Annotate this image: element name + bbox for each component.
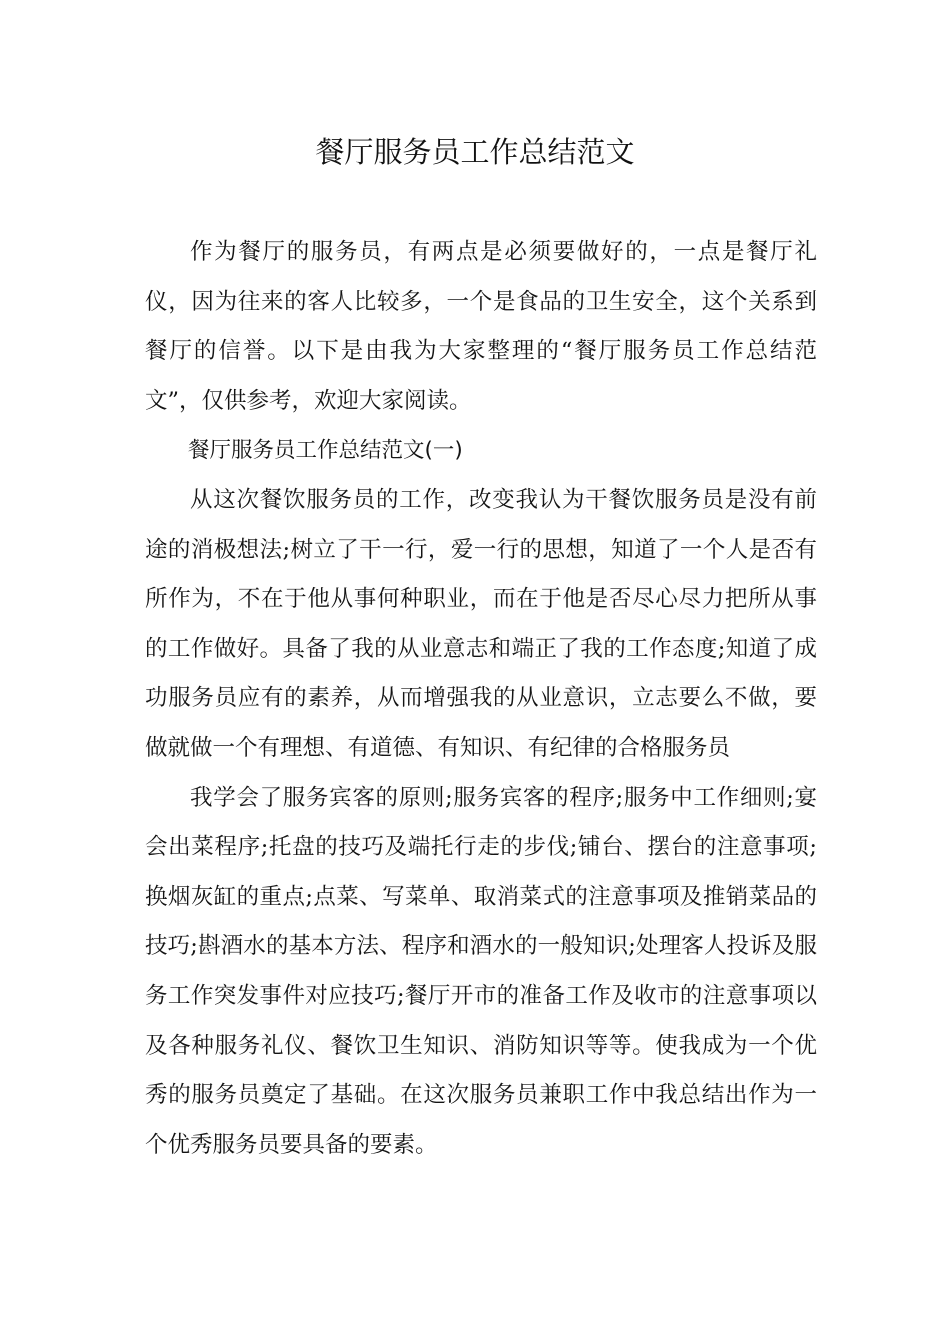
document-body: [145, 228, 817, 1170]
intro-paragraph: 作为餐厅的服务员，有两点是必须要做好的，一点是餐厅礼仪，因为往来的客人比较多，一个是食品的卫生安全，这个关系到餐厅的信誉。以下是由我为大家整理的“餐厅服务员工作总结范文”，仅供参考，欢迎大家阅读。: [145, 239, 817, 414]
document-title: 餐厅服务员工作总结范文: [315, 135, 635, 169]
body-paragraph: 从这次餐饮服务员的工作，改变我认为干餐饮服务员是没有前途的消极想法;树立了干一行，爱一行的思想，知道了一个人是否有所作为，不在于他从事何种职业，而在于他是否尽心尽力把所从事的工作做好。具备了我的从业意志和端正了我的工作态度;知道了成功服务员应有的素养，从而增强我的从业意识，立志要么不做，要做就做一个有理想、有道德、有知识、有纪律的合格服务员: [145, 486, 817, 761]
section-heading: 餐厅服务员工作总结范文(一): [188, 438, 463, 464]
body-paragraph: 我学会了服务宾客的原则;服务宾客的程序;服务中工作细则;宴会出菜程序;托盘的技巧及端托行走的步伐;铺台、摆台的注意事项;换烟灰缸的重点;点菜、写菜单、取消菜式的注意事项及推销菜品的技巧;斟酒水的基本方法、程序和酒水的一般知识;处理客人投诉及服务工作突发事件对应技巧;餐厅开市的准备工作及收市的注意事项以及各种服务礼仪、餐饮卫生知识、消防知识等等。使我成为一个优秀的服务员奠定了基础。在这次服务员兼职工作中我总结出作为一个优秀服务员要具备的要素。: [145, 784, 817, 1158]
